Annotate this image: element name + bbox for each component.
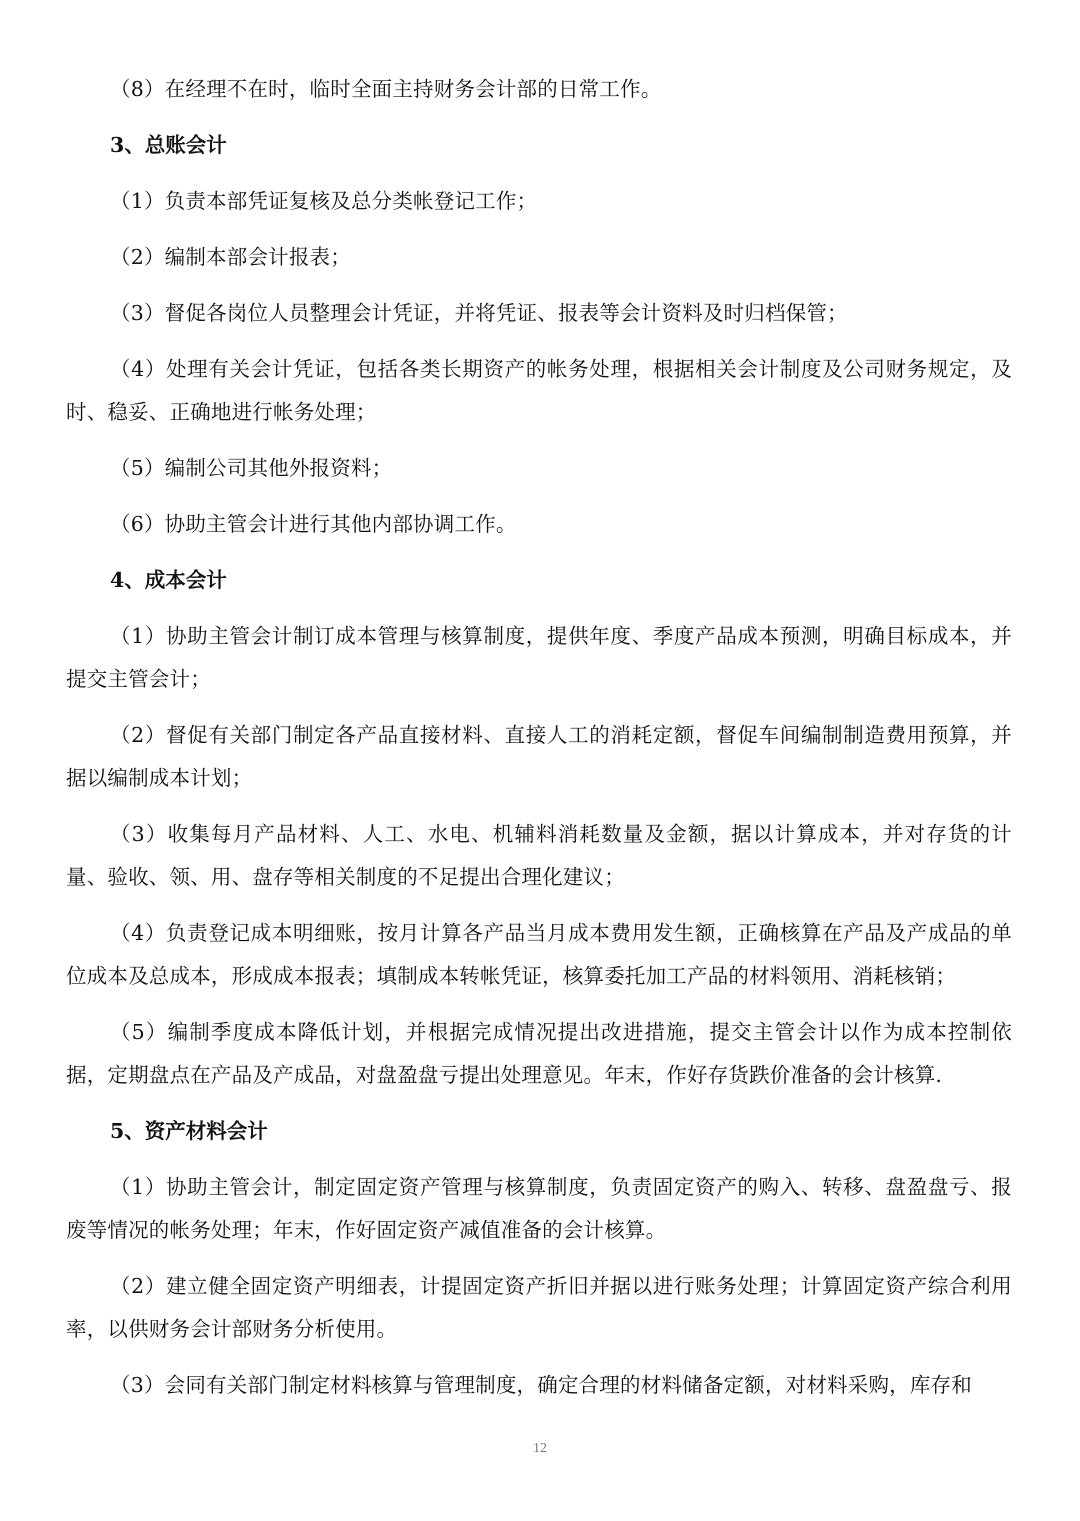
paragraph: （3）会同有关部门制定材料核算与管理制度，确定合理的材料储备定额，对材料采购，库存和 [110,1373,972,1397]
paragraph: （1）协助主管会计，制定固定资产管理与核算制度，负责固定资产的购入、转移、盘盈盘亏、报废等情况的帐务处理；年末，作好固定资产减值准备的会计核算。 [66,1175,1012,1242]
paragraph: （1）负责本部凭证复核及总分类帐登记工作； [110,189,538,213]
paragraph: （3）督促各岗位人员整理会计凭证，并将凭证、报表等会计资料及时归档保管； [110,301,848,325]
section-heading: 4、成本会计 [110,568,227,592]
page-number: 12 [533,1441,547,1456]
paragraph: （2）编制本部会计报表； [110,245,351,269]
document-body [66,68,1012,1420]
paragraph: （1）协助主管会计制订成本管理与核算制度，提供年度、季度产品成本预测，明确目标成本，并提交主管会计； [66,624,1012,691]
paragraph: （2）督促有关部门制定各产品直接材料、直接人工的消耗定额，督促车间编制制造费用预算，并据以编制成本计划； [66,723,1012,790]
paragraph: （4）处理有关会计凭证，包括各类长期资产的帐务处理，根据相关会计制度及公司财务规定，及时、稳妥、正确地进行帐务处理； [66,357,1012,424]
paragraph: （6）协助主管会计进行其他内部协调工作。 [110,512,517,536]
section-heading: 3、总账会计 [110,133,227,157]
paragraph: （5）编制季度成本降低计划，并根据完成情况提出改进措施，提交主管会计以作为成本控制依据，定期盘点在产品及产成品，对盘盈盘亏提出处理意见。年末，作好存货跌价准备的会计核算. [66,1020,1012,1087]
paragraph: （2）建立健全固定资产明细表，计提固定资产折旧并据以进行账务处理；计算固定资产综合利用率，以供财务会计部财务分析使用。 [66,1274,1012,1341]
paragraph: （4）负责登记成本明细账，按月计算各产品当月成本费用发生额，正确核算在产品及产成品的单位成本及总成本，形成成本报表；填制成本转帐凭证，核算委托加工产品的材料领用、消耗核销； [66,921,1012,988]
paragraph: （3）收集每月产品材料、人工、水电、机辅料消耗数量及金额，据以计算成本，并对存货的计量、验收、领、用、盘存等相关制度的不足提出合理化建议； [66,822,1012,889]
paragraph: （5）编制公司其他外报资料； [110,456,393,480]
paragraph: （8）在经理不在时，临时全面主持财务会计部的日常工作。 [110,77,662,101]
section-heading: 5、资产材料会计 [110,1119,268,1143]
